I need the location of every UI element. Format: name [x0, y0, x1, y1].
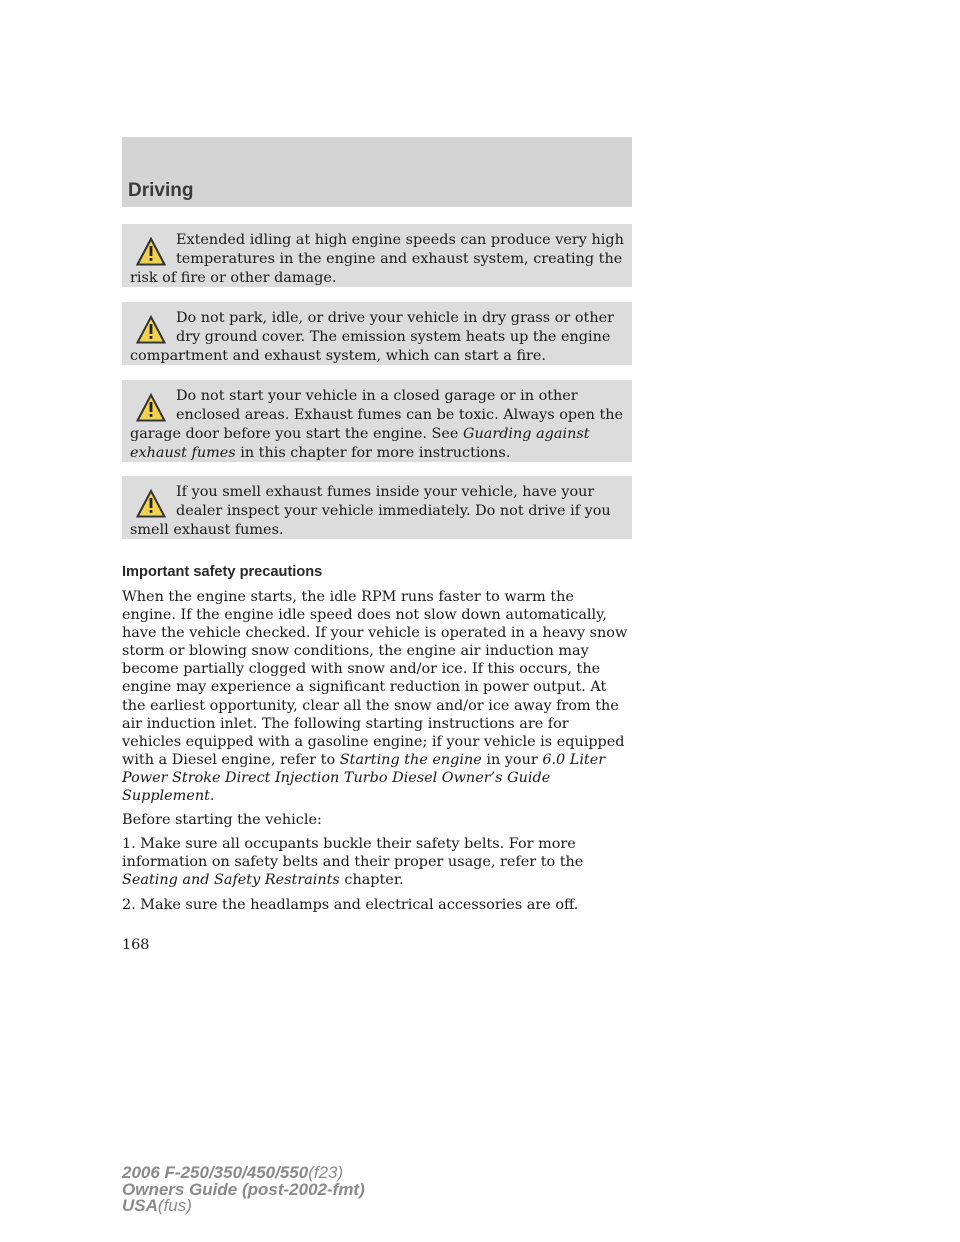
- paragraph: 1. Make sure all occupants buckle their safety belts. For more information on safety belts and their proper usage, refer to the Seating and Safety Restraints chapter.: [122, 836, 584, 889]
- cross-reference: 6.0 Liter Power Stroke Direct Injection Turbo Diesel Owner’s Guide Supplement: [122, 751, 606, 805]
- warning-triangle-icon: [136, 315, 166, 345]
- chapter-title: Driving: [128, 180, 194, 201]
- cross-reference: Seating and Safety Restraints: [122, 872, 340, 889]
- paragraph: 2. Make sure the headlamps and electrical accessories are off.: [122, 896, 579, 913]
- warning-box: [122, 380, 632, 462]
- paragraph: When the engine starts, the idle RPM runs faster to warm the engine. If the engine idle speed does not slow down automatically, have the vehicle checked. If your vehicle is operated in a heavy snow storm or blowing snow conditions, the engine air induction may become partially clogged with snow and/or ice. If this occurs, the engine may experience a significant reduction in power output. At the earliest opportunity, clear all the snow and/or ice away from the air induction inlet. The following starting instructions are for vehicles equipped with a gasoline engine; if your vehicle is equipped with a Diesel engine, refer to Starting the engine in your 6.0 Liter Power Stroke Direct Injection Turbo Diesel Owner’s Guide Supplement.: [122, 589, 628, 805]
- warning-box: [122, 302, 632, 365]
- warning-box: [122, 224, 632, 287]
- footer-line: USA(fus): [122, 1196, 192, 1215]
- warning-triangle-icon: [136, 489, 166, 519]
- footer-line: Owners Guide (post-2002-fmt): [122, 1179, 365, 1199]
- warning-text: Do not park, idle, or drive your vehicle in dry grass or other dry ground cover. The emission system heats up the engine compartment and exhaust system, which can start a fire.: [130, 310, 614, 364]
- document-footer: [122, 1165, 365, 1215]
- chapter-header: [122, 137, 632, 207]
- cross-reference: Guarding against exhaust fumes: [130, 426, 590, 461]
- warning-text: If you smell exhaust fumes inside your vehicle, have your dealer inspect your vehicle immediately. Do not drive if you smell exhaust fumes.: [130, 484, 611, 538]
- page-number: 168: [122, 937, 150, 953]
- warning-triangle-icon: [136, 237, 166, 267]
- warning-triangle-icon: [136, 393, 166, 423]
- warning-box: [122, 476, 632, 539]
- main-content: [122, 563, 632, 920]
- warning-text: Do not start your vehicle in a closed garage or in other enclosed areas. Exhaust fumes can be toxic. Always open the garage door before you start the engine. See Guarding against exhaust fumes in this chapter for more instructions.: [130, 388, 624, 461]
- section-title: Important safety precautions: [122, 564, 323, 580]
- cross-reference: Starting the engine: [339, 751, 482, 768]
- warning-text: Extended idling at high engine speeds can produce very high temperatures in the engine and exhaust system, creating the risk of fire or other damage.: [130, 232, 624, 286]
- paragraph: Before starting the vehicle:: [122, 812, 322, 829]
- footer-line: 2006 F-250/350/450/550(f23): [122, 1163, 344, 1182]
